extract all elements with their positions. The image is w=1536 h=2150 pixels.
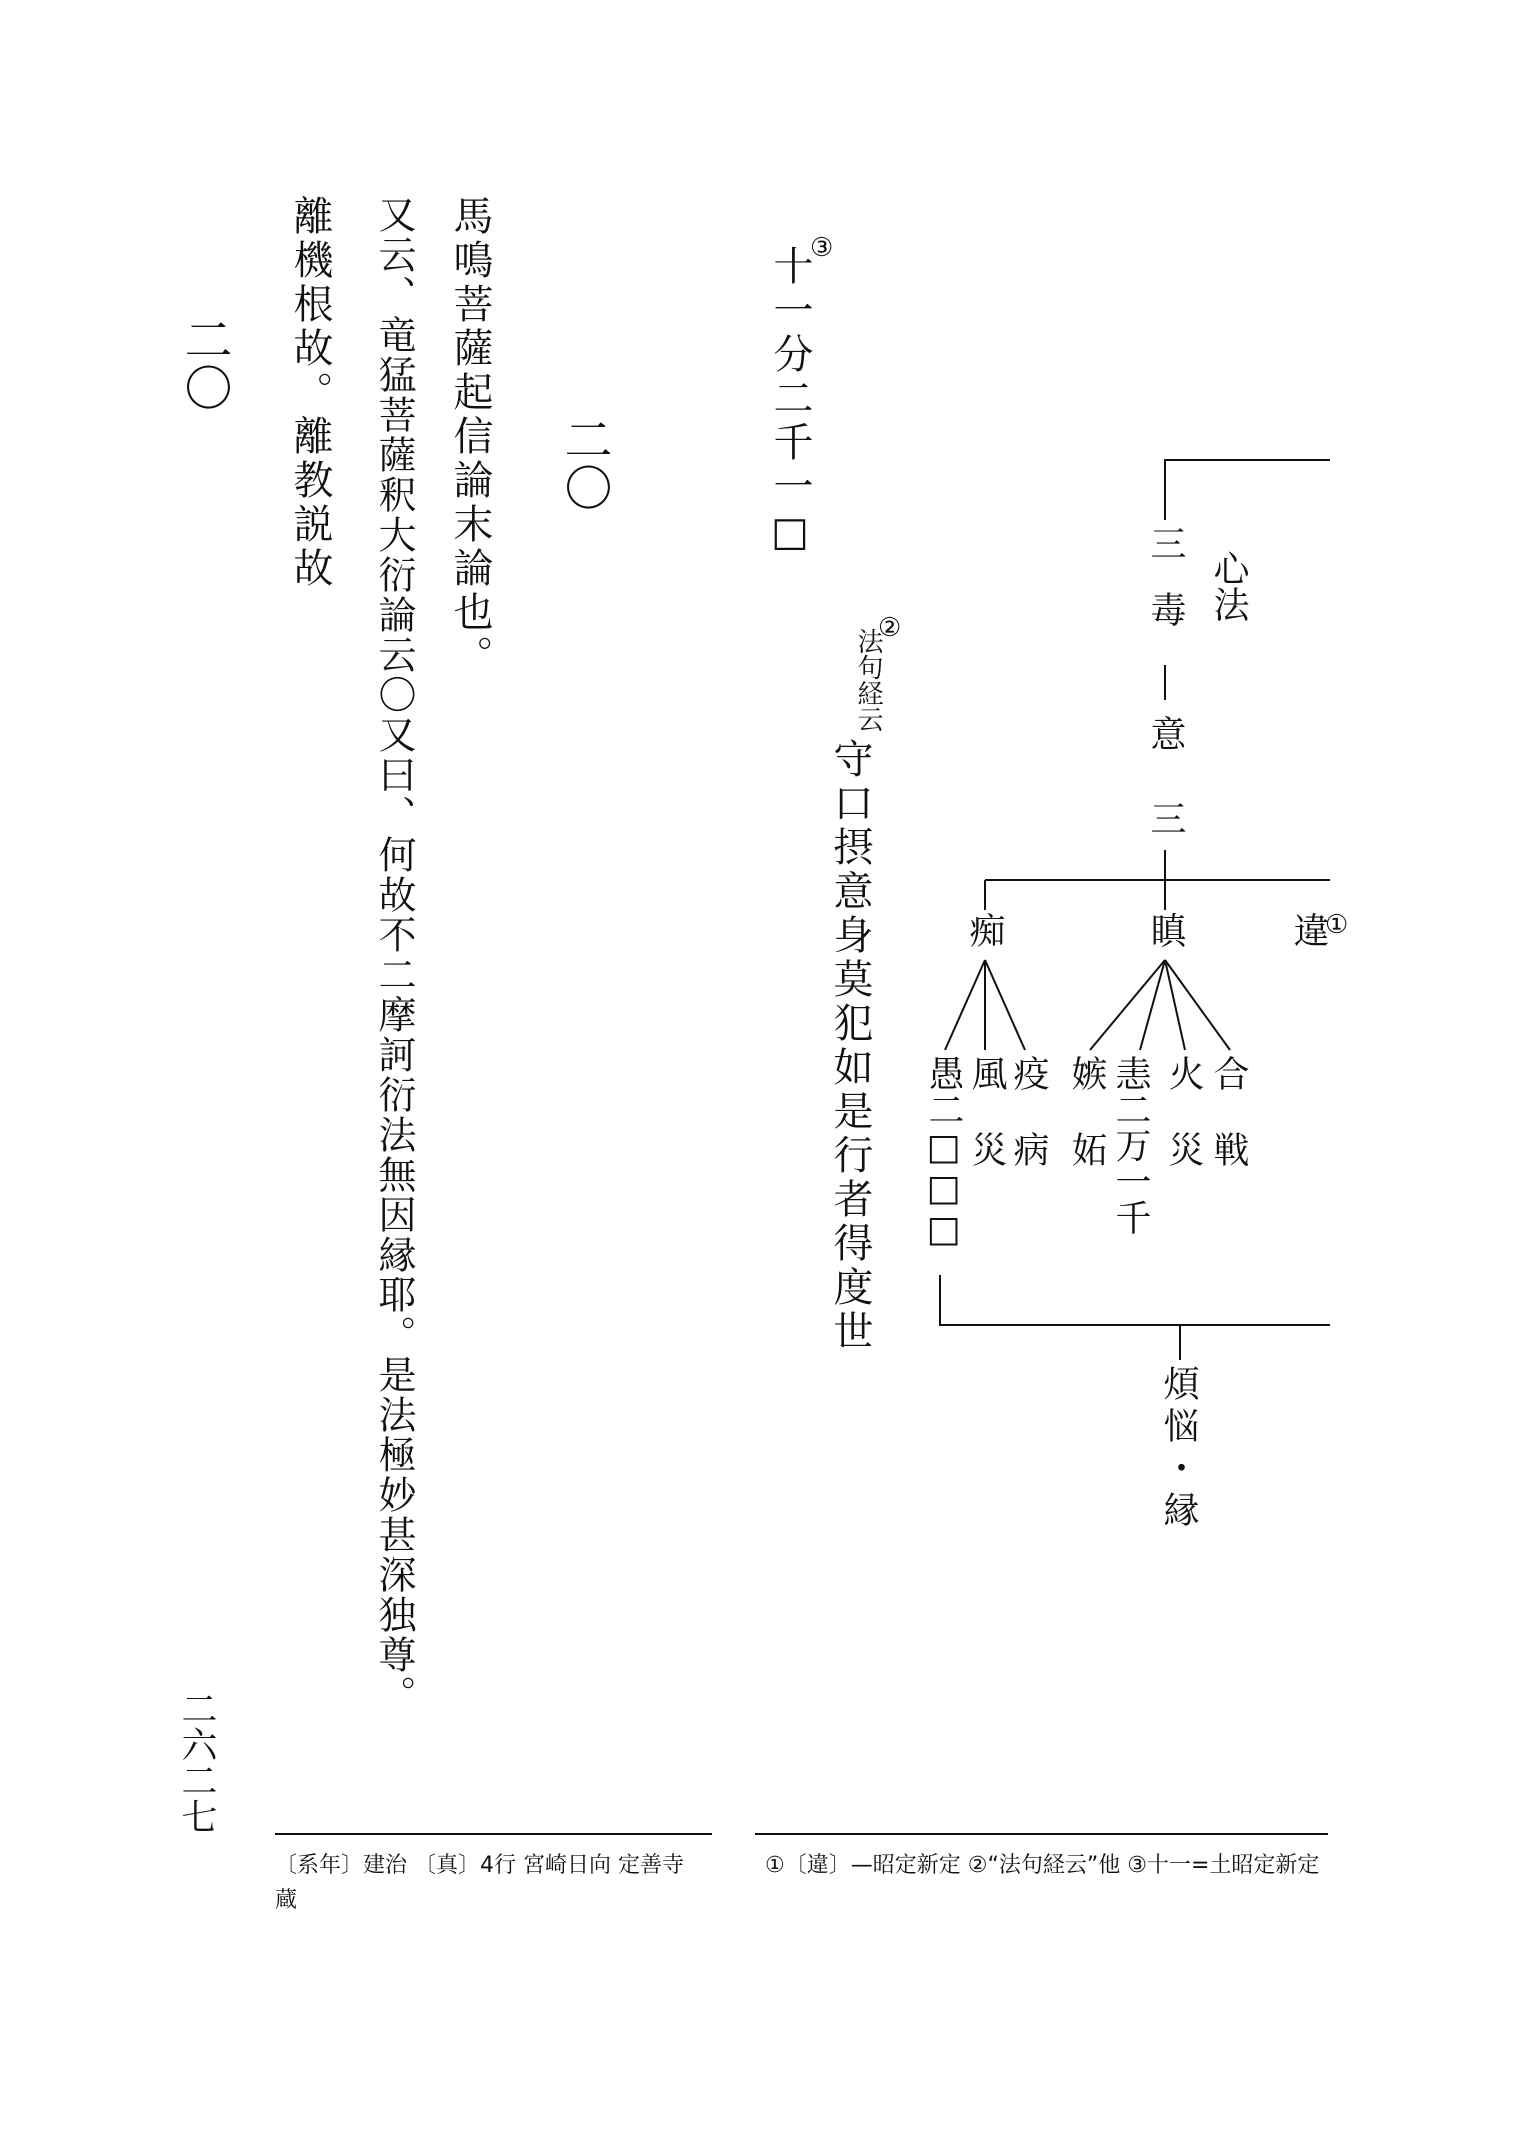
entry-line-3: 離機根故。離教説故 <box>287 195 333 591</box>
number-line: 十一分二千一□ <box>767 245 813 559</box>
node-i: 違 <box>1288 912 1329 948</box>
marker-1: ① <box>1325 910 1349 940</box>
marker-2: ② <box>878 613 902 643</box>
marker-3: ③ <box>810 233 834 263</box>
footnote-left: 〔系年〕建治 〔真〕4行 宮崎日向 定善寺蔵 <box>275 1853 684 1914</box>
child-kasai: 火災 <box>1163 1055 1204 1207</box>
label-i: 意 <box>1145 715 1186 751</box>
entry-number-c: 二〇 <box>176 315 232 411</box>
sutra-quote: 守口摂意身莫犯如是行者得度世 <box>827 738 873 1354</box>
label-san: 三 <box>1145 800 1186 836</box>
child-gu: 愚二□□□ <box>923 1055 964 1250</box>
entry-line-2: 又云、竜猛菩薩釈大衍論云〇又曰、何故不二摩訶衍法無因縁耶。是法極妙甚深独尊。 <box>372 195 416 1715</box>
sutra-label: 法句経云 <box>853 628 883 732</box>
page-number: 二六二七 <box>176 1690 217 1834</box>
child-shitto: 嫉妬 <box>1066 1055 1107 1207</box>
node-chi: 痴 <box>964 912 1005 948</box>
bottom-bonnou-en: 煩悩・縁 <box>1158 1365 1199 1533</box>
child-fusai: 風災 <box>966 1055 1007 1207</box>
child-ekibyo: 疫病 <box>1008 1055 1049 1207</box>
entry-line-1: 馬鳴菩薩起信論末論也。 <box>447 195 493 679</box>
san-doku: 三毒 <box>1145 525 1186 657</box>
footnote-right: ①〔違〕—昭定新定 ②“法句経云”他 ③十一=土昭定新定 <box>765 1853 1320 1878</box>
child-kassen: 合戦 <box>1208 1055 1249 1207</box>
child-i-niman: 恚二万一千 <box>1110 1055 1151 1235</box>
root-shinpo: 心法 <box>1208 550 1249 622</box>
node-shin: 瞋 <box>1145 912 1186 948</box>
entry-number-b: 二〇 <box>556 415 612 511</box>
